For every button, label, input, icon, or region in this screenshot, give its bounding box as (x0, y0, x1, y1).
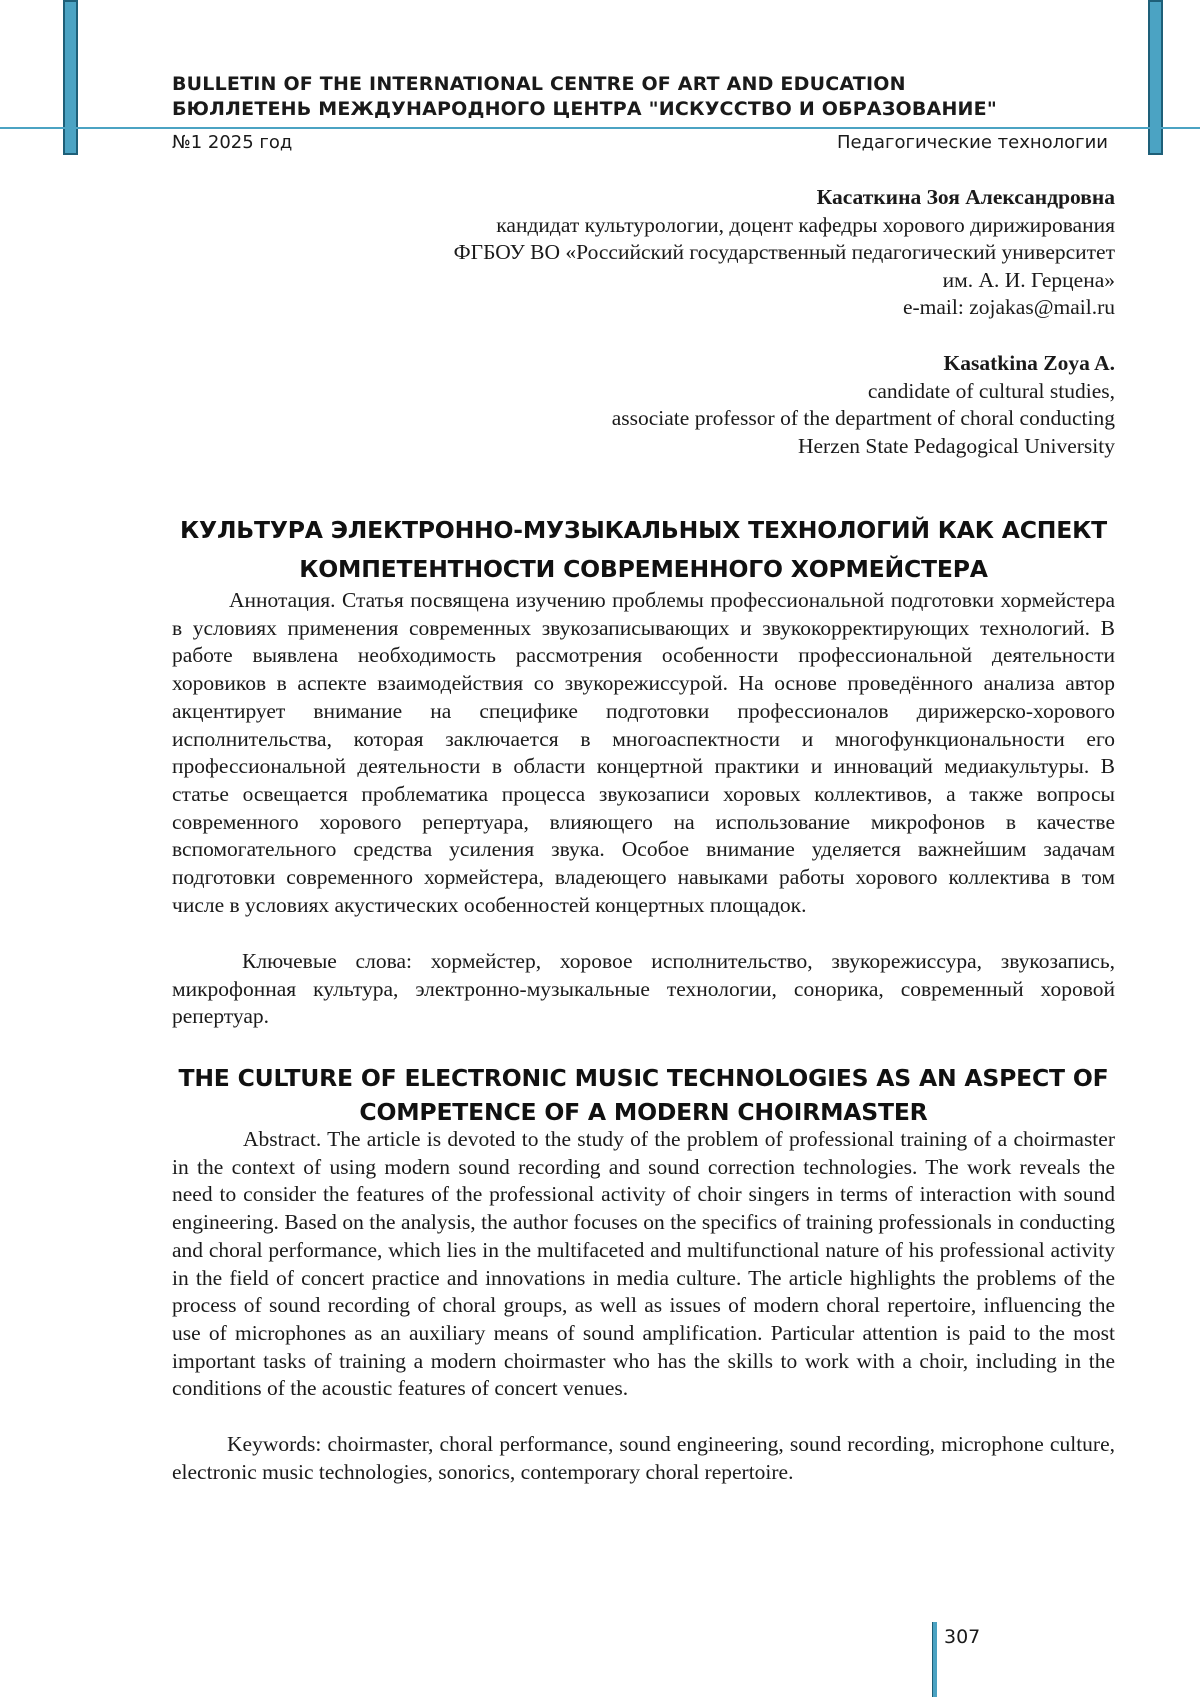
header-right-accent-bar (1148, 0, 1163, 155)
author-name-en: Kasatkina Zoya A. (943, 351, 1115, 375)
author-position-ru: кандидат культурологии, доцент кафедры хорового дирижирования (496, 212, 1115, 237)
author-info-en (612, 350, 1115, 460)
section-label: Педагогические технологии (836, 132, 1108, 153)
author-email: e-mail: zojakas@mail.ru (902, 295, 1115, 319)
author-degree-en: candidate of cultural studies, (867, 378, 1115, 403)
author-info-ru (454, 184, 1115, 322)
author-affiliation-en: Herzen State Pedagogical University (797, 433, 1115, 458)
journal-title (172, 72, 997, 122)
header-left-accent-bar (63, 0, 78, 155)
journal-title-ru: БЮЛЛЕТЕНЬ МЕЖДУНАРОДНОГО ЦЕНТРА "ИСКУССТВО И ОБРАЗОВАНИЕ" (172, 98, 997, 120)
article-title-en: THE CULTURE OF ELECTRONIC MUSIC TECHNOLOGIES AS AN ASPECT OF COMPETENCE OF A MODERN CHOIRMASTER (178, 1064, 1109, 1126)
author-affiliation-ru-line1: ФГБОУ ВО «Российский государственный педагогический университет (453, 240, 1115, 264)
footer-accent-line (932, 1622, 937, 1697)
keywords-ru: Ключевые слова: хормейстер, хоровое исполнительство, звукорежиссура, звукозапись, микрофонная культура, электронно-музыкальные технологии, сонорика, современный хоровой репертуар. (172, 949, 1115, 1029)
abstract-en: Abstract. The article is devoted to the study of the problem of professional training of a choirmaster in the context of using modern sound recording and sound correction technologies. The work reveals the need to consider the features of the professional activity of choir singers in terms of interaction with sound engineering. Based on the analysis, the author focuses on the specifics of training professionals in conducting and choral performance, which lies in the multifaceted and multifunctional nature of his professional activity in the field of concert practice and innovations in media culture. The article highlights the problems of the process of sound recording of choral groups, as well as issues of modern choral repertoire, influencing the use of microphones as an auxiliary means of sound amplification. Particular attention is paid to the most important tasks of training a modern choirmaster who has the skills to work with a choir, including in the conditions of the acoustic features of concert venues. (172, 1127, 1115, 1401)
issue-label: №1 2025 год (172, 132, 293, 153)
journal-title-en: BULLETIN OF THE INTERNATIONAL CENTRE OF ART AND EDUCATION (172, 73, 906, 95)
article-title-ru: КУЛЬТУРА ЭЛЕКТРОННО-МУЗЫКАЛЬНЫХ ТЕХНОЛОГИЙ КАК АСПЕКТ КОМПЕТЕНТНОСТИ СОВРЕМЕННОГО ХОРМЕЙСТЕРА (180, 516, 1107, 583)
author-name-ru: Касаткина Зоя Александровна (816, 185, 1115, 209)
author-affiliation-ru-line2: им. А. И. Герцена» (942, 267, 1115, 292)
author-position-en: associate professor of the department of choral conducting (611, 406, 1115, 430)
header-divider-line (0, 127, 1200, 129)
page-number: 307 (944, 1626, 981, 1648)
keywords-en: Keywords: choirmaster, choral performance, sound engineering, sound recording, microphone culture, electronic music technologies, sonorics, contemporary choral repertoire. (172, 1432, 1115, 1484)
abstract-ru: Аннотация. Статья посвящена изучению проблемы профессиональной подготовки хормейстера в условиях применения современных звукозаписывающих и звукокорректирующих технологий. В работе выявлена необходимость рассмотрения особенности профессиональной деятельности хоровиков в аспекте взаимодействия со звукорежиссурой. На основе проведённого анализа автор акцентирует внимание на специфике подготовки профессионалов дирижерско-хорового исполнительства, которая заключается в многоаспектности и многофункциональности его профессиональной деятельности в области концертной практики и инноваций медиакультуры. В статье освещается проблематика процесса звукозаписи хоровых коллективов, а также вопросы современного хорового репертуара, влияющего на использование микрофонов в качестве вспомогательного средства усиления звука. Особое внимание уделяется важнейшим задачам подготовки современного хормейстера, владеющего навыками работы хорового коллектива в том числе в условиях акустических особенностей концертных площадок. (172, 588, 1115, 917)
